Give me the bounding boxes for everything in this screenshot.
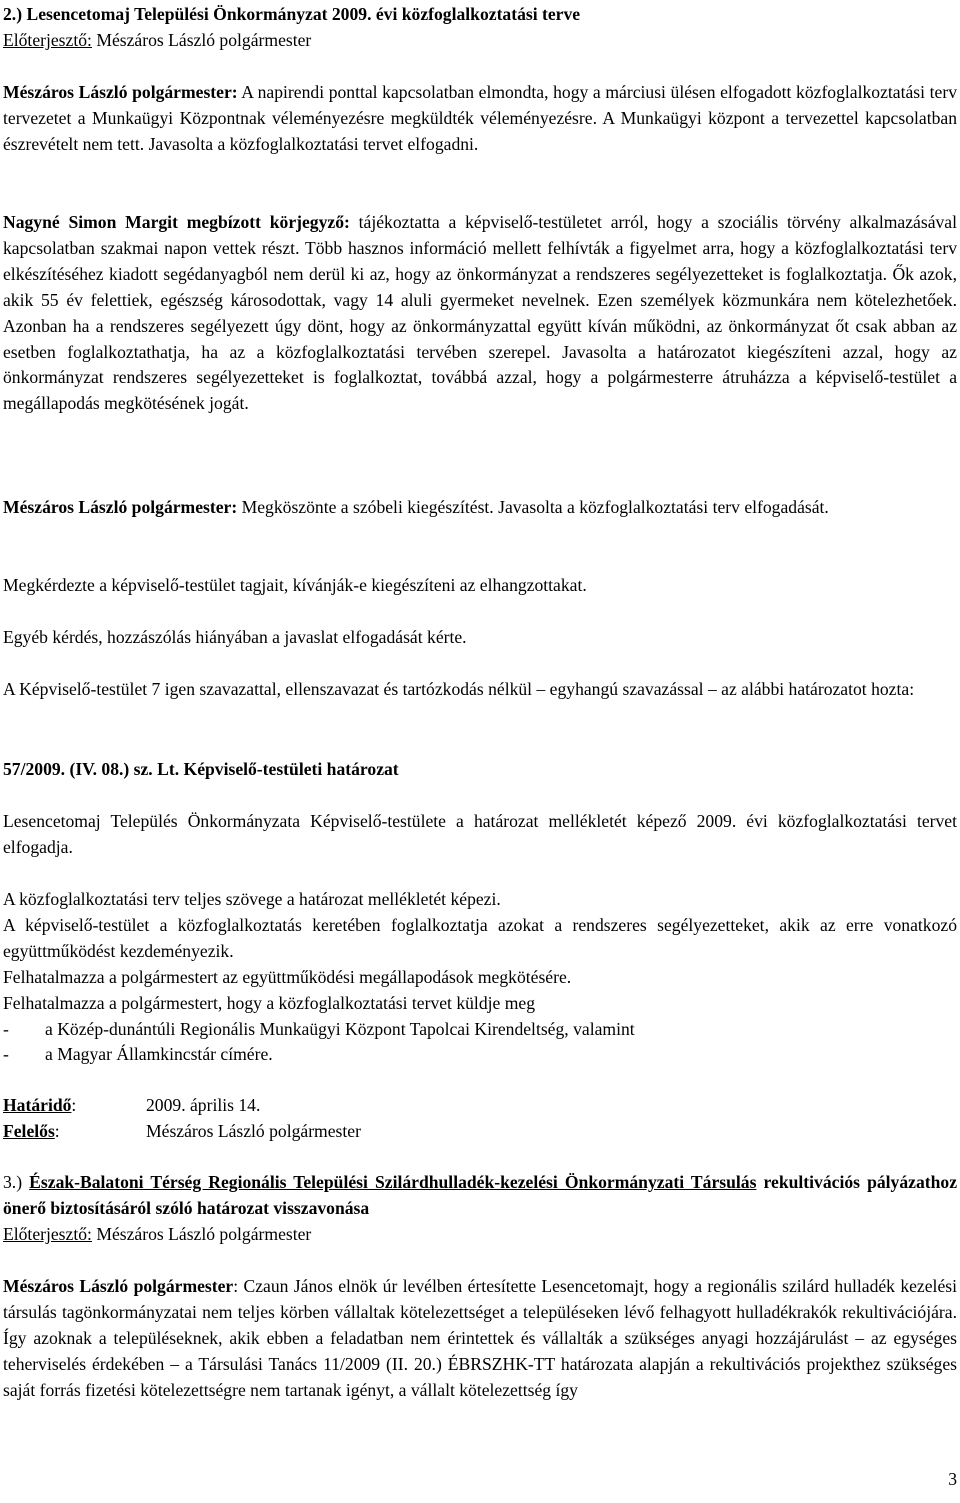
resolution-text: A közfoglalkoztatási terv teljes szövege a határozat mellékletét képezi. bbox=[3, 889, 501, 909]
section-3 bbox=[3, 1170, 957, 1248]
resolution-text: Felhatalmazza a polgármestert az együttműködési megállapodások megkötésére. bbox=[3, 966, 572, 987]
paragraph: Mészáros László polgármester: Megköszönte a szóbeli kiegészítést. Javasolta a közfoglalkoztatási terv elfogadását. bbox=[3, 497, 829, 517]
paragraph: Egyéb kérdés, hozzászólás hiányában a javaslat elfogadását kérte. bbox=[3, 627, 467, 647]
section-2 bbox=[3, 2, 957, 54]
speaker: Nagyné Simon Margit megbízott körjegyző: bbox=[3, 212, 350, 232]
resolution-text: A képviselő-testület a közfoglalkoztatás keretében foglalkoztatja azokat a rendszeres segélyezetteket, akik az erre vonatkozó együttműködést kezdeményezik. bbox=[3, 914, 957, 961]
resolution-points bbox=[3, 887, 957, 1068]
responsible-label: Felelős bbox=[3, 1120, 55, 1141]
presenter-label: Előterjesztő: bbox=[3, 1223, 92, 1244]
paragraph: A Képviselő-testület 7 igen szavazattal, ellenszavazat és tartózkodás nélkül – egyhangú szavazással – az alábbi határozatot hozta: bbox=[3, 679, 915, 699]
presenter-line bbox=[3, 1222, 957, 1248]
section-title: 3.) Észak-Balatoni Térség Regionális Települési Szilárdhulladék-kezelési Önkormányzati Társulás rekultivációs pályázathoz önerő biztosításáról szóló határozat visszavonása bbox=[3, 1172, 957, 1218]
resolution-heading bbox=[3, 757, 957, 783]
section-number: 3.) bbox=[3, 1172, 30, 1192]
paragraph: Mészáros László polgármester: A napirendi ponttal kapcsolatban elmondta, hogy a márciusi ülésen elfogadott közfoglalkoztatási terv tervezetet a Munkaügyi Központnak véleményezésre megküldték véleményezésre. A Munkaügyi központ a tervezettel kapcsolatban észrevételt nem tett. Javasolta a közfoglalkoztatási tervet elfogadni. bbox=[3, 82, 957, 154]
resolution-text: Felhatalmazza a polgármestert, hogy a közfoglalkoztatási tervet küldje meg bbox=[3, 992, 536, 1013]
resolution-number: 57/2009. (IV. 08.) sz. Lt. bbox=[3, 759, 180, 779]
section-title: 2.) Lesencetomaj Települési Önkormányzat 2009. évi közfoglalkoztatási terve bbox=[3, 4, 581, 24]
deadline-line: Határidő: 2009. április 14. bbox=[3, 1095, 261, 1115]
responsible-line: Felelős: Mészáros László polgármester bbox=[3, 1120, 361, 1141]
paragraph: Megkérdezte a képviselő-testület tagjait, kívánják-e kiegészíteni az elhangzottakat. bbox=[3, 575, 587, 595]
speaker: Mészáros László polgármester: bbox=[3, 82, 238, 102]
list-item: - a Közép-dunántúli Regionális Munkaügyi Központ Tapolcai Kirendeltség, valamint bbox=[3, 1018, 635, 1039]
speaker: Mészáros László polgármester bbox=[3, 1276, 234, 1296]
responsible-value: Mészáros László polgármester bbox=[146, 1120, 361, 1141]
presenter-line bbox=[3, 28, 957, 54]
resolution-text: Lesencetomaj Település Önkormányzata Képviselő-testülete a határozat mellékletét képező 2009. évi közfoglalkoztatási tervet elfogadja. bbox=[3, 811, 957, 857]
page-number: 3 bbox=[948, 1469, 957, 1489]
deadline-label: Határidő bbox=[3, 1095, 72, 1115]
deadline-value: 2009. április 14. bbox=[146, 1095, 261, 1115]
list-item: - a Magyar Államkincstár címére. bbox=[3, 1044, 273, 1065]
presenter-name: Mészáros László polgármester bbox=[91, 29, 312, 50]
presenter-name: Mészáros László polgármester bbox=[91, 1223, 312, 1244]
paragraph: Mészáros László polgármester: Czaun János elnök úr levélben értesítette Lesencetomajt, hogy a regionális szilárd hulladék kezelési társulás tagönkormányzatai nem teljes körben vállaltak kötelezettséget a településeken lévő felhagyott hulladékrakók rekultivációjára. Így azoknak a településeknek, akik ebben a feladatban nem érintettek és vállalták a szükséges anyagi hozzájárulást – az egységes teherviselés érdekében – a Társulási Tanács 11/2009 (II. 20.) ÉBRSZHK-TT határozata alapján a rekultivációs projekthez szükséges saját forrás fizetési kötelezettségre nem tartanak igényt, a vállalt kötelezettség így bbox=[3, 1276, 957, 1400]
speaker: Mészáros László polgármester: bbox=[3, 497, 238, 517]
resolution-title: Képviselő-testületi határozat bbox=[179, 759, 399, 779]
deadline-block bbox=[3, 1093, 957, 1145]
paragraph: Nagyné Simon Margit megbízott körjegyző: tájékoztatta a képviselő-testületet arról, hogy a szociális törvény alkalmazásával kapcsolatban szakmai napon vettek részt. Több hasznos információ mellett felhívták a figyelmet arra, hogy a közfoglalkoztatási terv elkészítéséhez kiadott segédanyagból nem derül ki az, hogy az önkormányzat a rendszeres segélyezetteket is foglalkoztatja. Ők azok, akik 55 év felettiek, egészség károsodottak, vagy 14 aluli gyermeket nevelnek. Ezen személyek közmunkára nem kötelezhetőek. Azonban ha a rendszeres segélyezett úgy dönt, hogy az önkormányzattal együtt kíván működni, az önkormányzat őt csak abban az esetben foglalkoztathatja, ha az a közfoglalkoztatási tervében szerepel. Javasolta a határozatot kiegészíteni azzal, hogy az önkormányzat rendszeres segélyezetteket is foglalkoztat, továbbá azzal, hogy a polgármesterre átruházza a képviselő-testület a megállapodás megkötésének jogát. bbox=[3, 212, 958, 414]
presenter-label: Előterjesztő: bbox=[3, 29, 92, 50]
